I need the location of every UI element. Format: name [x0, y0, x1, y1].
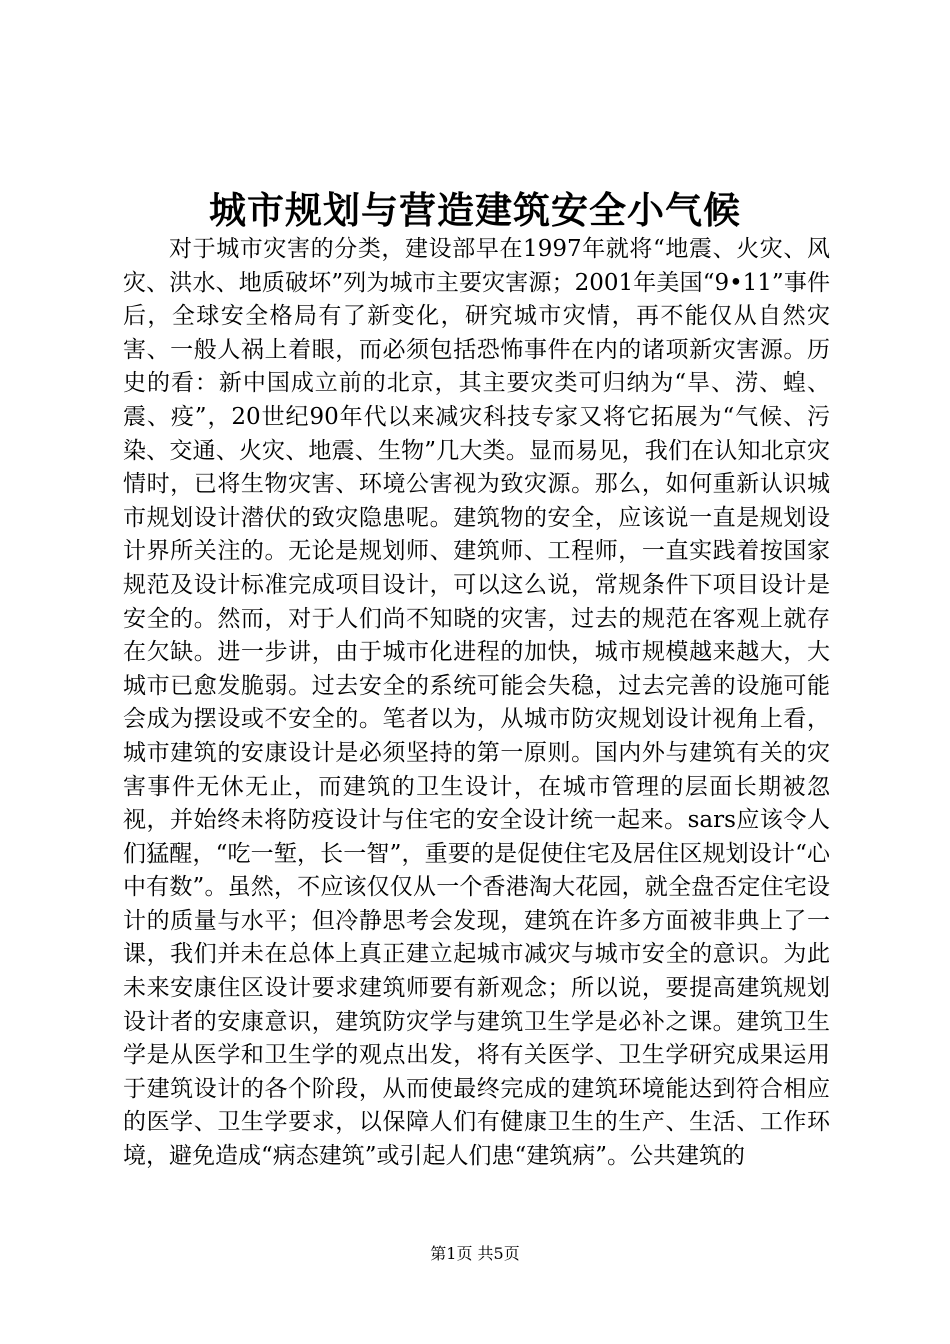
document-title: 城市规划与营造建筑安全小气候	[209, 188, 741, 232]
page-number-footer: 第1页 共5页	[430, 1244, 520, 1263]
body-paragraph: 对于城市灾害的分类，建设部早在1997年就将“地震、火灾、风灾、洪水、地质破坏”列为城市主要灾害源；2001年美国“9•11”事件后，全球安全格局有了新变化，研究城市灾情，再不能仅从自然灾害、一般人祸上着眼，而必须包括恐怖事件在内的诸项新灾害源。历史的看：新中国成立前的北京，其主要灾类可归纳为“旱、涝、蝗、震、疫”，20世纪90年代以来减灾科技专家又将它拓展为“气候、污染、交通、火灾、地震、生物”几大类。显而易见，我们在认知北京灾情时，已将生物灾害、环境公害视为致灾源。那么，如何重新认识城市规划设计潜伏的致灾隐患呢。建筑物的安全，应该说一直是规划设计界所关注的。无论是规划师、建筑师、工程师，一直实践着按国家规范及设计标准完成项目设计，可以这么说，常规条件下项目设计是安全的。然而，对于人们尚不知晓的灾害，过去的规范在客观上就存在欠缺。进一步讲，由于城市化进程的加快，城市规模越来越大，大城市已愈发脆弱。过去安全的系统可能会失稳，过去完善的设施可能会成为摆设或不安全的。笔者以为，从城市防灾规划设计视角上看，城市建筑的安康设计是必须坚持的第一原则。国内外与建筑有关的灾害事件无休无止，而建筑的卫生设计，在城市管理的层面长期被忽视，并始终未将防疫设计与住宅的安全设计统一起来。sars应该令人们猛醒，“吃一堑，长一智”，重要的是促使住宅及居住区规划设计“心中有数”。虽然，不应该仅仅从一个香港淘大花园，就全盘否定住宅设计的质量与水平；但冷静思考会发现，建筑在许多方面被非典上了一课，我们并未在总体上真正建立起城市减灾与城市安全的意识。为此未来安康住区设计要求建筑师要有新观念；所以说，要提高建筑规划设计者的安康意识，建筑防灾学与建筑卫生学是必补之课。建筑卫生学是从医学和卫生学的观点出发，将有关医学、卫生学研究成果运用于建筑设计的各个阶段，从而使最终完成的建筑环境能达到符合相应的医学、卫生学要求，以保障人们有健康卫生的生产、生活、工作环境，避免造成“病态建筑”或引起人们患“建筑病”。公共建筑的	[123, 236, 830, 1170]
